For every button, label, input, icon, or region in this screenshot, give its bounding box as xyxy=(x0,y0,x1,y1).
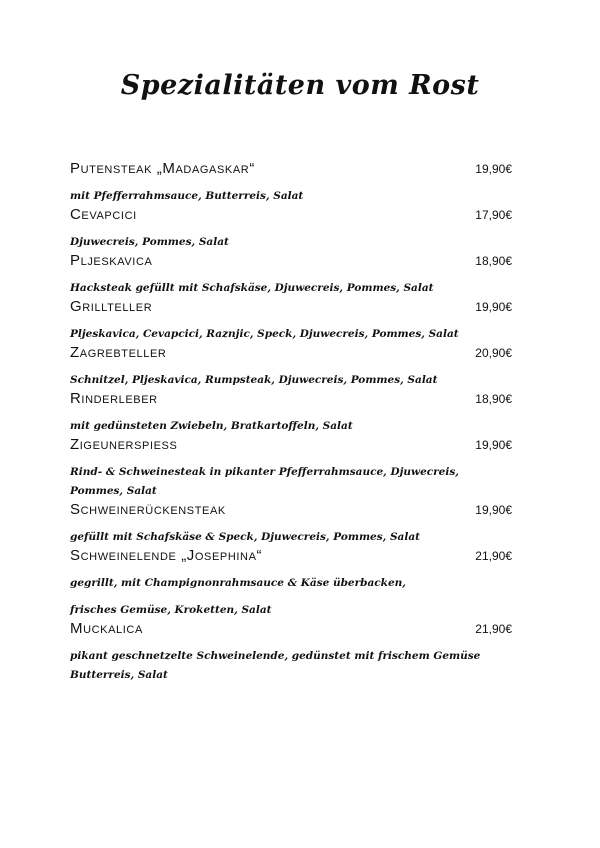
menu-item-name: Pljeskavica xyxy=(70,252,153,269)
description-line: Butterreis, Salat xyxy=(70,669,168,681)
page-title: Spezialitäten vom Rost xyxy=(120,70,480,101)
menu-item-description xyxy=(70,417,512,436)
menu-item-price: 21,90€ xyxy=(475,622,512,636)
description-line: mit gedünsteten Zwiebeln, Bratkartoffeln, Salat xyxy=(70,420,353,432)
menu-item-header xyxy=(70,252,512,279)
description-line: gefüllt mit Schafskäse & Speck, Djuwecreis, Pommes, Salat xyxy=(70,531,420,543)
menu-item-name: Schweinerückensteak xyxy=(70,501,226,518)
menu-item-description xyxy=(70,187,512,206)
menu-item-price: 19,90€ xyxy=(475,162,512,176)
menu-item-header xyxy=(70,620,512,647)
menu-item-price: 19,90€ xyxy=(475,503,512,517)
menu-item xyxy=(70,390,512,436)
description-line: frisches Gemüse, Kroketten, Salat xyxy=(70,604,272,616)
description-line: mit Pfefferrahmsauce, Butterreis, Salat xyxy=(70,190,304,202)
menu-item-header xyxy=(70,298,512,325)
menu-item xyxy=(70,252,512,298)
menu-item-price: 18,90€ xyxy=(475,254,512,268)
menu-item-price: 21,90€ xyxy=(475,549,512,563)
menu-item xyxy=(70,436,512,501)
menu-item-description xyxy=(70,574,512,620)
menu-item-price: 17,90€ xyxy=(475,208,512,222)
menu-item-description xyxy=(70,233,512,252)
menu-item-price: 19,90€ xyxy=(475,300,512,314)
menu-item-name: Muckalica xyxy=(70,620,143,637)
menu-item xyxy=(70,298,512,344)
menu-item-header xyxy=(70,160,512,187)
menu-item-header xyxy=(70,390,512,417)
description-line: pikant geschnetzelte Schweinelende, gedünstet mit frischem Gemüse xyxy=(70,650,481,662)
description-line: Djuwecreis, Pommes, Salat xyxy=(70,236,229,248)
menu-item xyxy=(70,344,512,390)
menu-item xyxy=(70,160,512,206)
menu-item-description xyxy=(70,371,512,390)
menu-item-description xyxy=(70,647,512,685)
menu-item xyxy=(70,501,512,547)
menu-item-name: Cevapcici xyxy=(70,206,137,223)
menu-item-name: Zagrebteller xyxy=(70,344,167,361)
menu-item-name: Grillteller xyxy=(70,298,153,315)
menu-item-name: Zigeunerspiess xyxy=(70,436,178,453)
menu-item-header xyxy=(70,206,512,233)
menu-item xyxy=(70,206,512,252)
menu-item-header xyxy=(70,501,512,528)
menu-item-price: 20,90€ xyxy=(475,346,512,360)
menu-item-header xyxy=(70,436,512,463)
menu-item-price: 18,90€ xyxy=(475,392,512,406)
menu-item-header xyxy=(70,547,512,574)
description-line: Rind- & Schweinesteak in pikanter Pfefferrahmsauce, Djuwecreis, xyxy=(70,466,459,478)
menu-item-name: Putensteak „Madagaskar“ xyxy=(70,160,255,177)
description-line: Schnitzel, Pljeskavica, Rumpsteak, Djuwecreis, Pommes, Salat xyxy=(70,374,438,386)
menu-item-header xyxy=(70,344,512,371)
menu-item-price: 19,90€ xyxy=(475,438,512,452)
menu-item-description xyxy=(70,463,512,501)
menu-item-name: Rinderleber xyxy=(70,390,158,407)
menu-item-name: Schweinelende „Josephina“ xyxy=(70,547,263,564)
menu-item xyxy=(70,620,512,685)
menu-item-description xyxy=(70,279,512,298)
description-line: Pommes, Salat xyxy=(70,485,157,497)
description-line: Hacksteak gefüllt mit Schafskäse, Djuwecreis, Pommes, Salat xyxy=(70,282,434,294)
menu-item xyxy=(70,547,512,620)
menu-list xyxy=(70,160,512,685)
menu-item-description xyxy=(70,528,512,547)
menu-item-description xyxy=(70,325,512,344)
description-line: gegrillt, mit Champignonrahmsauce & Käse überbacken, xyxy=(70,577,406,589)
description-line: Pljeskavica, Cevapcici, Raznjic, Speck, Djuwecreis, Pommes, Salat xyxy=(70,328,459,340)
